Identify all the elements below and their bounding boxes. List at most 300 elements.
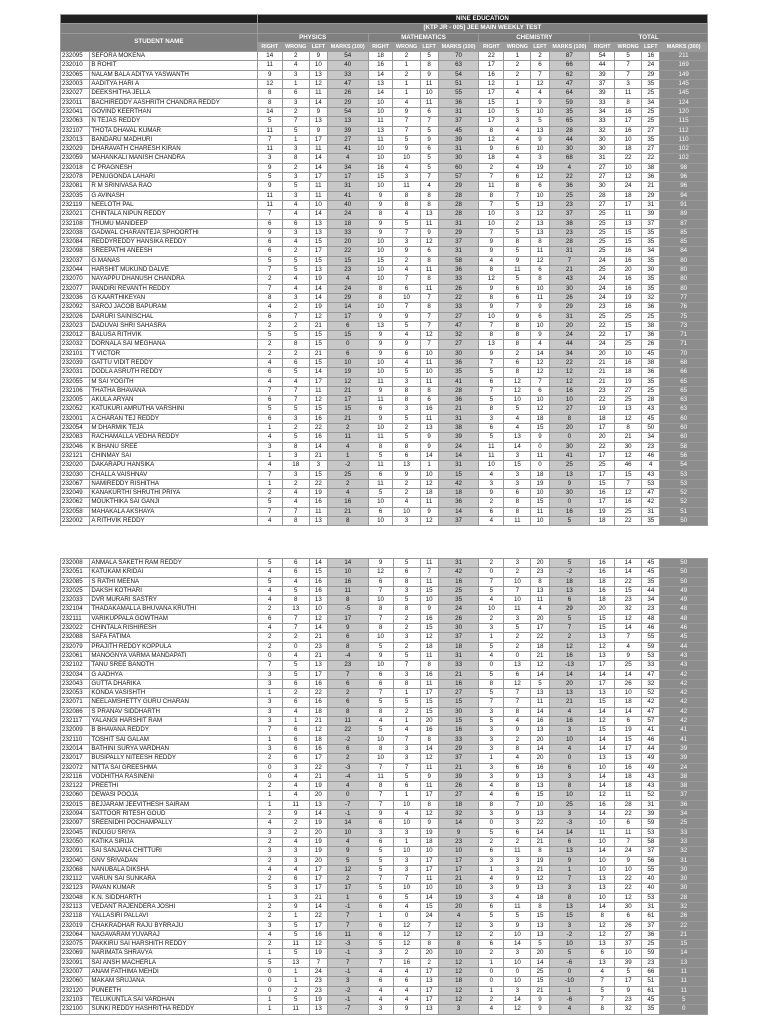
score-cell: 22 bbox=[479, 52, 504, 61]
score-cell: 8 bbox=[257, 89, 282, 98]
score-cell: 9 bbox=[479, 489, 504, 498]
student-name: DAKSH KOTHARI bbox=[90, 586, 257, 595]
score-cell: 5 bbox=[420, 52, 438, 61]
score-cell: 6 bbox=[504, 763, 531, 772]
student-id: 232103 bbox=[61, 995, 90, 1004]
score-cell: -3 bbox=[549, 819, 590, 828]
score-cell: 14 bbox=[590, 847, 615, 856]
subcolumn-header: RIGHT bbox=[257, 42, 282, 51]
score-cell: 36 bbox=[438, 266, 479, 275]
score-cell: 3 bbox=[549, 772, 590, 781]
student-id: 232107 bbox=[61, 126, 90, 135]
score-cell: 4 bbox=[282, 498, 309, 507]
student-name: K.N. SIDDHARTH bbox=[90, 893, 257, 902]
score-cell: 4 bbox=[368, 995, 393, 1004]
score-cell: 9 bbox=[257, 70, 282, 79]
student-id: 232069 bbox=[61, 949, 90, 958]
score-cell: 12 bbox=[504, 679, 531, 688]
score-cell: 4 bbox=[282, 200, 309, 209]
score-cell: 5 bbox=[504, 275, 531, 284]
score-cell: 18 bbox=[590, 577, 615, 586]
student-name: DVR MURARI SASTRY bbox=[90, 596, 257, 605]
score-cell: 10 bbox=[420, 89, 438, 98]
score-cell: 19 bbox=[309, 819, 327, 828]
student-id: 232119 bbox=[61, 200, 90, 209]
score-cell: 14 bbox=[615, 707, 642, 716]
score-cell: 13 bbox=[393, 461, 420, 470]
score-cell: 20 bbox=[327, 238, 368, 247]
student-id: 232108 bbox=[61, 219, 90, 228]
score-cell: 19 bbox=[309, 949, 327, 958]
score-cell: 7 bbox=[420, 340, 438, 349]
score-cell: 13 bbox=[368, 80, 393, 89]
score-cell: 3 bbox=[549, 726, 590, 735]
score-cell: 0 bbox=[393, 912, 420, 921]
table-row bbox=[61, 717, 708, 726]
score-cell: 15 bbox=[309, 238, 327, 247]
score-cell: 16 bbox=[531, 717, 549, 726]
score-cell: 70 bbox=[438, 52, 479, 61]
score-cell: 43 bbox=[642, 772, 660, 781]
student-name: VARUN SAI SUNKARA bbox=[90, 875, 257, 884]
score-cell: 1 bbox=[257, 1005, 282, 1014]
score-cell: 53 bbox=[642, 479, 660, 488]
total-marks: 24 bbox=[660, 763, 708, 772]
student-id: 232045 bbox=[61, 828, 90, 837]
student-id: 232083 bbox=[61, 433, 90, 442]
score-cell: 15 bbox=[615, 228, 642, 237]
score-cell: 5 bbox=[615, 968, 642, 977]
score-cell: 9 bbox=[479, 247, 504, 256]
student-id: 232072 bbox=[61, 763, 90, 772]
score-cell: 40 bbox=[327, 61, 368, 70]
student-name-header: STUDENT NAME bbox=[61, 33, 258, 52]
total-marks: 0 bbox=[660, 1005, 708, 1014]
score-cell: 1 bbox=[257, 479, 282, 488]
student-id: 232013 bbox=[61, 135, 90, 144]
score-cell: 8 bbox=[479, 679, 504, 688]
score-cell: 12 bbox=[257, 80, 282, 89]
score-cell: 6 bbox=[504, 791, 531, 800]
score-cell: 21 bbox=[531, 986, 549, 995]
score-cell: 11 bbox=[531, 507, 549, 516]
score-cell: 4 bbox=[590, 968, 615, 977]
score-cell: 8 bbox=[393, 191, 420, 200]
score-cell: 5 bbox=[393, 321, 420, 330]
score-cell: 13 bbox=[282, 605, 309, 614]
score-cell: 23 bbox=[531, 568, 549, 577]
total-marks: 112 bbox=[660, 126, 708, 135]
table-row bbox=[61, 498, 708, 507]
score-cell: 5 bbox=[393, 596, 420, 605]
score-cell: 35 bbox=[642, 228, 660, 237]
total-marks: 87 bbox=[660, 219, 708, 228]
student-name: A RITHVIK REDDY bbox=[90, 517, 257, 526]
score-cell: 12 bbox=[590, 717, 615, 726]
score-cell: 1 bbox=[327, 451, 368, 460]
student-name: NAYAPPU DHANUSH CHANDRA bbox=[90, 275, 257, 284]
score-cell: 9 bbox=[615, 651, 642, 660]
student-id: 232017 bbox=[61, 754, 90, 763]
score-cell: 12 bbox=[615, 893, 642, 902]
score-cell: -2 bbox=[327, 735, 368, 744]
score-cell: 1 bbox=[393, 837, 420, 846]
table-row bbox=[61, 884, 708, 893]
score-cell: 5 bbox=[479, 433, 504, 442]
score-cell: 4 bbox=[282, 284, 309, 293]
score-cell: 4 bbox=[531, 340, 549, 349]
score-cell: 11 bbox=[368, 479, 393, 488]
score-cell: 28 bbox=[615, 800, 642, 809]
total-marks: 49 bbox=[660, 586, 708, 595]
score-cell: 18 bbox=[590, 596, 615, 605]
score-cell: 4 bbox=[257, 596, 282, 605]
table-row bbox=[61, 266, 708, 275]
score-cell: 7 bbox=[393, 763, 420, 772]
score-cell: 9 bbox=[420, 507, 438, 516]
score-cell: 6 bbox=[479, 507, 504, 516]
score-cell: 8 bbox=[531, 577, 549, 586]
student-id: 232055 bbox=[61, 377, 90, 386]
score-cell: 21 bbox=[531, 837, 549, 846]
total-marks: 80 bbox=[660, 275, 708, 284]
score-cell: 9 bbox=[531, 331, 549, 340]
score-cell: 31 bbox=[438, 145, 479, 154]
score-cell: 31 bbox=[549, 247, 590, 256]
student-id: 232037 bbox=[61, 256, 90, 265]
table-row bbox=[61, 782, 708, 791]
score-cell: 12 bbox=[615, 614, 642, 623]
score-cell: 14 bbox=[420, 893, 438, 902]
score-cell: 11 bbox=[368, 433, 393, 442]
score-cell: 9 bbox=[393, 1005, 420, 1014]
score-cell: 11 bbox=[420, 498, 438, 507]
score-cell: 8 bbox=[420, 61, 438, 70]
total-marks: 46 bbox=[660, 624, 708, 633]
total-marks: 37 bbox=[660, 791, 708, 800]
score-cell: 18 bbox=[531, 414, 549, 423]
score-cell: 35 bbox=[642, 284, 660, 293]
score-cell: 24 bbox=[590, 340, 615, 349]
score-cell: 10 bbox=[393, 884, 420, 893]
score-cell: 10 bbox=[420, 596, 438, 605]
score-cell: 13 bbox=[327, 117, 368, 126]
student-name: BACHIREDDY AASHRITH CHANDRA REDDY bbox=[90, 98, 257, 107]
score-cell: 7 bbox=[504, 191, 531, 200]
student-id: 232020 bbox=[61, 461, 90, 470]
student-name: THUMU MANIDEEP bbox=[90, 219, 257, 228]
table-row bbox=[61, 191, 708, 200]
table-row bbox=[61, 670, 708, 679]
score-cell: 5 bbox=[479, 368, 504, 377]
score-cell: 3 bbox=[479, 479, 504, 488]
total-marks: 41 bbox=[660, 726, 708, 735]
score-cell: 23 bbox=[438, 837, 479, 846]
score-cell: 2 bbox=[504, 349, 531, 358]
score-cell: 16 bbox=[615, 358, 642, 367]
score-cell: 24 bbox=[438, 442, 479, 451]
score-cell: 6 bbox=[327, 321, 368, 330]
score-cell: 10 bbox=[590, 856, 615, 865]
score-cell: 16 bbox=[309, 577, 327, 586]
score-cell: 3 bbox=[504, 865, 531, 874]
score-cell: 2 bbox=[479, 930, 504, 939]
score-cell: 4 bbox=[393, 995, 420, 1004]
score-cell: 6 bbox=[257, 219, 282, 228]
score-cell: 20 bbox=[438, 902, 479, 911]
score-cell: 12 bbox=[327, 865, 368, 874]
score-cell: 6 bbox=[368, 405, 393, 414]
score-cell: 15 bbox=[309, 256, 327, 265]
student-name: DARURI SAINISCHAL bbox=[90, 312, 257, 321]
score-cell: 3 bbox=[282, 98, 309, 107]
score-cell: 3 bbox=[393, 744, 420, 753]
table-row bbox=[61, 507, 708, 516]
table-row bbox=[61, 726, 708, 735]
score-cell: 12 bbox=[590, 791, 615, 800]
score-cell: 2 bbox=[504, 219, 531, 228]
score-cell: 7 bbox=[368, 875, 393, 884]
total-marks: 44 bbox=[660, 642, 708, 651]
student-name: PAVAN KUMAR bbox=[90, 884, 257, 893]
student-name: AKULA ARYAN bbox=[90, 396, 257, 405]
score-cell: 11 bbox=[531, 451, 549, 460]
score-cell: 3 bbox=[504, 210, 531, 219]
score-cell: 7 bbox=[368, 800, 393, 809]
student-name: SREEPATHI ANEESH bbox=[90, 247, 257, 256]
score-cell: 6 bbox=[504, 284, 531, 293]
score-cell: 47 bbox=[642, 489, 660, 498]
score-cell: 8 bbox=[420, 191, 438, 200]
score-cell: 7 bbox=[257, 266, 282, 275]
score-cell: 19 bbox=[531, 856, 549, 865]
score-cell: 5 bbox=[531, 117, 549, 126]
score-cell: 7 bbox=[393, 303, 420, 312]
total-marks: 63 bbox=[660, 405, 708, 414]
score-cell: 9 bbox=[531, 433, 549, 442]
score-cell: 54 bbox=[327, 52, 368, 61]
score-cell: 3 bbox=[479, 856, 504, 865]
score-cell: 9 bbox=[327, 624, 368, 633]
score-cell: 17 bbox=[327, 312, 368, 321]
score-cell: 9 bbox=[368, 228, 393, 237]
score-cell: 17 bbox=[420, 689, 438, 698]
score-cell: 3 bbox=[282, 228, 309, 237]
score-cell: 21 bbox=[309, 451, 327, 460]
table-row bbox=[61, 98, 708, 107]
score-cell: 11 bbox=[257, 191, 282, 200]
score-cell: 12 bbox=[393, 940, 420, 949]
score-cell: 24 bbox=[590, 293, 615, 302]
score-cell: 2 bbox=[393, 614, 420, 623]
score-cell: 10 bbox=[368, 145, 393, 154]
score-cell: 1 bbox=[282, 968, 309, 977]
score-cell: 13 bbox=[309, 596, 327, 605]
score-cell: 16 bbox=[420, 726, 438, 735]
score-cell: 1 bbox=[257, 995, 282, 1004]
score-cell: 2 bbox=[257, 754, 282, 763]
score-cell: 25 bbox=[549, 461, 590, 470]
student-name: M SAI YOGITH bbox=[90, 377, 257, 386]
score-cell: 46 bbox=[642, 624, 660, 633]
score-cell: 16 bbox=[590, 568, 615, 577]
student-name: PENUGONDA LAHARI bbox=[90, 173, 257, 182]
score-cell: 32 bbox=[438, 810, 479, 819]
score-cell: 4 bbox=[282, 377, 309, 386]
score-cell: 7 bbox=[420, 930, 438, 939]
score-cell: 9 bbox=[420, 605, 438, 614]
student-name: B ROHIT bbox=[90, 61, 257, 70]
score-cell: 27 bbox=[590, 163, 615, 172]
score-cell: 18 bbox=[531, 642, 549, 651]
score-cell: 10 bbox=[531, 284, 549, 293]
table-row bbox=[61, 275, 708, 284]
score-cell: 4 bbox=[393, 98, 420, 107]
score-cell: 22 bbox=[309, 424, 327, 433]
score-cell: 2 bbox=[504, 837, 531, 846]
score-cell: 7 bbox=[420, 321, 438, 330]
student-name: GATTU VIDIT REDDY bbox=[90, 358, 257, 367]
score-cell: 17 bbox=[531, 624, 549, 633]
score-cell: 62 bbox=[549, 70, 590, 79]
score-cell: 21 bbox=[327, 386, 368, 395]
score-cell: 8 bbox=[393, 577, 420, 586]
score-cell: 4 bbox=[504, 893, 531, 902]
score-cell: 4 bbox=[531, 89, 549, 98]
score-cell: 23 bbox=[615, 995, 642, 1004]
score-cell: 11 bbox=[615, 828, 642, 837]
table-row bbox=[61, 912, 708, 921]
score-cell: 7 bbox=[393, 275, 420, 284]
score-cell: 3 bbox=[393, 377, 420, 386]
score-cell: 10 bbox=[393, 507, 420, 516]
score-cell: 4 bbox=[257, 517, 282, 526]
score-cell: 11 bbox=[531, 698, 549, 707]
score-cell: 11 bbox=[420, 377, 438, 386]
score-cell: 18 bbox=[549, 577, 590, 586]
score-cell: 12 bbox=[327, 377, 368, 386]
score-cell: 46 bbox=[642, 735, 660, 744]
score-cell: 9 bbox=[257, 163, 282, 172]
total-marks: 85 bbox=[660, 228, 708, 237]
score-cell: 11 bbox=[257, 200, 282, 209]
score-cell: 8 bbox=[420, 275, 438, 284]
score-cell: 16 bbox=[615, 763, 642, 772]
score-cell: 22 bbox=[590, 396, 615, 405]
score-cell: 2 bbox=[393, 424, 420, 433]
score-cell: 17 bbox=[309, 135, 327, 144]
score-cell: 31 bbox=[438, 219, 479, 228]
score-cell: 13 bbox=[531, 884, 549, 893]
total-marks: 98 bbox=[660, 163, 708, 172]
score-cell: 43 bbox=[642, 782, 660, 791]
student-id: 232031 bbox=[61, 368, 90, 377]
score-cell: 1 bbox=[282, 717, 309, 726]
score-cell: 2 bbox=[393, 479, 420, 488]
score-cell: 17 bbox=[590, 498, 615, 507]
table-row bbox=[61, 135, 708, 144]
score-cell: 8 bbox=[420, 386, 438, 395]
score-cell: 8 bbox=[368, 744, 393, 753]
score-cell: 15 bbox=[479, 98, 504, 107]
score-cell: 3 bbox=[282, 145, 309, 154]
score-cell: 13 bbox=[282, 958, 309, 967]
score-cell: 16 bbox=[438, 726, 479, 735]
score-cell: 17 bbox=[590, 451, 615, 460]
score-cell: 10 bbox=[368, 358, 393, 367]
score-cell: 13 bbox=[420, 1005, 438, 1014]
score-cell: 7 bbox=[368, 791, 393, 800]
score-cell: 18 bbox=[590, 414, 615, 423]
score-cell: 10 bbox=[531, 145, 549, 154]
score-cell: 2 bbox=[282, 349, 309, 358]
score-cell: 42 bbox=[642, 498, 660, 507]
total-marks: 43 bbox=[660, 651, 708, 660]
score-cell: 20 bbox=[531, 754, 549, 763]
student-name: BALUSA RITHVIK bbox=[90, 331, 257, 340]
student-id: 232092 bbox=[61, 303, 90, 312]
score-cell: 15 bbox=[368, 173, 393, 182]
score-cell: 14 bbox=[549, 670, 590, 679]
student-name: KATUKAM KRIDAI bbox=[90, 568, 257, 577]
score-cell: 35 bbox=[642, 256, 660, 265]
total-marks: 36 bbox=[660, 800, 708, 809]
student-id: 232022 bbox=[61, 624, 90, 633]
student-name: GADWAL CHARANTEJA SPHOORTHI bbox=[90, 228, 257, 237]
score-cell: 9 bbox=[368, 200, 393, 209]
score-cell: 3 bbox=[257, 154, 282, 163]
score-cell: 20 bbox=[549, 424, 590, 433]
score-cell: 23 bbox=[642, 605, 660, 614]
score-cell: 12 bbox=[309, 940, 327, 949]
score-cell: 18 bbox=[479, 154, 504, 163]
score-cell: 5 bbox=[479, 717, 504, 726]
score-cell: 2 bbox=[393, 707, 420, 716]
score-cell: 2 bbox=[257, 642, 282, 651]
score-cell: 16 bbox=[549, 717, 590, 726]
student-id: 232061 bbox=[61, 651, 90, 660]
score-cell: 53 bbox=[642, 893, 660, 902]
score-cell: 9 bbox=[420, 228, 438, 237]
table-row bbox=[61, 368, 708, 377]
table-row bbox=[61, 698, 708, 707]
score-cell: 15 bbox=[504, 461, 531, 470]
score-cell: 20 bbox=[420, 717, 438, 726]
total-marks: 42 bbox=[660, 670, 708, 679]
score-cell: 5 bbox=[420, 154, 438, 163]
score-cell: 3 bbox=[282, 191, 309, 200]
score-cell: 34 bbox=[642, 247, 660, 256]
score-cell: 13 bbox=[549, 847, 590, 856]
score-cell: 25 bbox=[590, 247, 615, 256]
table-row bbox=[61, 875, 708, 884]
score-cell: 45 bbox=[642, 559, 660, 568]
score-cell: 10 bbox=[368, 98, 393, 107]
score-cell: 10 bbox=[327, 568, 368, 577]
total-marks: 145 bbox=[660, 80, 708, 89]
total-marks: 77 bbox=[660, 293, 708, 302]
header-blank bbox=[61, 15, 258, 24]
total-marks: 120 bbox=[660, 107, 708, 116]
score-cell: 16 bbox=[590, 800, 615, 809]
score-cell: 5 bbox=[368, 698, 393, 707]
score-cell: 18 bbox=[438, 800, 479, 809]
score-cell: 9 bbox=[549, 856, 590, 865]
score-cell: 2 bbox=[257, 275, 282, 284]
score-cell: 6 bbox=[282, 726, 309, 735]
student-name: T VICTOR bbox=[90, 349, 257, 358]
score-cell: 18 bbox=[438, 642, 479, 651]
